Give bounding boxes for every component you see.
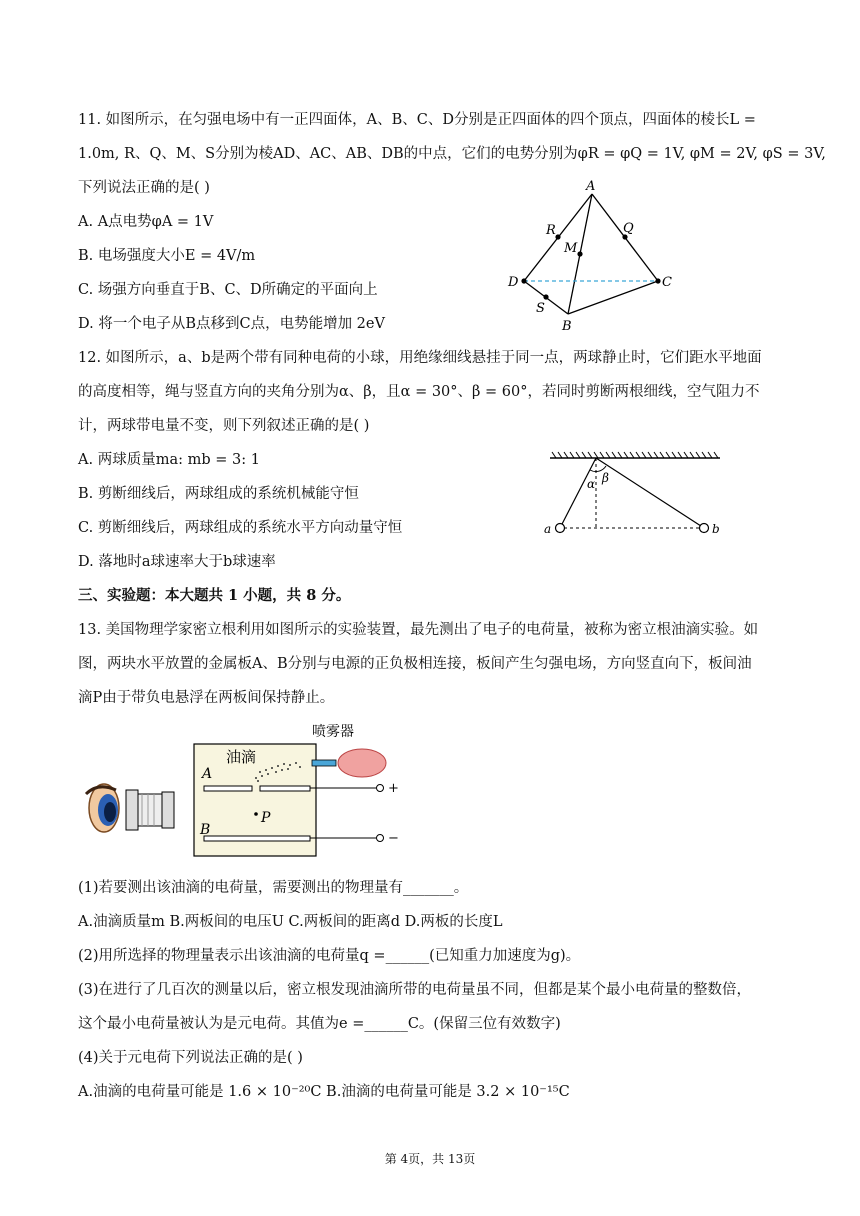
label-P: P <box>261 810 271 826</box>
q13-line2: 图，两块水平放置的金属板A、B分别与电源的正负极相连接，板间产生匀强电场，方向竖直向下，板间油 <box>78 656 752 672</box>
label-M: M <box>564 241 578 256</box>
label-plate-B: B <box>200 822 211 838</box>
label-R: R <box>546 223 556 238</box>
q13-line1: 13. 美国物理学家密立根利用如图所示的实验装置，最先测出了电子的电荷量，被称为密立根油滴实验。如 <box>78 622 759 638</box>
q12-option-a: A. 两球质量ma: mb = 3: 1 <box>78 452 260 468</box>
label-alpha: α <box>587 477 596 491</box>
label-plate-A: A <box>202 766 213 782</box>
q12-line2: 的高度相等，绳与竖直方向的夹角分别为α、β，且α = 30°、β = 60°，若同时剪断两根细线，空气阻力不 <box>78 384 760 400</box>
label-beta: β <box>602 471 609 485</box>
section3-heading: 三、实验题：本大题共 1 小题，共 8 分。 <box>78 587 351 604</box>
q13-sub1-options: A.油滴质量m B.两板间的电压U C.两板间的距离d D.两板的长度L <box>78 914 503 930</box>
q12-line1: 12. 如图所示，a、b是两个带有同种电荷的小球，用绝缘细线悬挂于同一点，两球静止时，它们距水平地面 <box>78 350 762 366</box>
label-C: C <box>662 275 672 290</box>
q12-line3: 计，两球带电量不变，则下列叙述正确的是( ) <box>78 418 370 434</box>
q13-sub3-line2: 这个最小电荷量被认为是元电荷。其值为e =______C。(保留三位有效数字) <box>78 1016 561 1032</box>
q12-option-d: D. 落地时a球速率大于b球速率 <box>78 554 276 570</box>
q11-line3: 下列说法正确的是( ) <box>78 180 210 196</box>
label-S: S <box>536 301 545 316</box>
q13-line3: 滴P由于带负电悬浮在两板间保持静止。 <box>78 690 335 706</box>
q13-sub1: (1)若要测出该油滴的电荷量，需要测出的物理量有_______。 <box>78 880 469 896</box>
millikan-figure <box>76 720 416 860</box>
label-B: B <box>562 319 572 334</box>
label-plus: + <box>388 781 399 796</box>
q11-option-d: D. 将一个电子从B点移到C点，电势能增加 2eV <box>78 316 385 332</box>
label-oil: 油滴 <box>226 748 257 766</box>
q11-line1: 11. 如图所示，在匀强电场中有一正四面体，A、B、C、D分别是正四面体的四个顶点，四面体的棱长L = <box>78 112 756 128</box>
label-D: D <box>508 275 519 290</box>
label-a: a <box>544 522 552 536</box>
tetrahedron-figure <box>500 176 690 338</box>
eye-icon <box>86 784 119 832</box>
label-sprayer: 喷雾器 <box>312 724 354 740</box>
label-Q: Q <box>623 221 634 236</box>
q12-option-c: C. 剪断细线后，两球组成的系统水平方向动量守恒 <box>78 520 403 536</box>
q13-sub4-options: A.油滴的电荷量可能是 1.6 × 10⁻²⁰C B.油滴的电荷量可能是 3.2 × 10⁻¹⁵C <box>78 1084 570 1100</box>
label-b: b <box>712 522 720 536</box>
q12-option-b: B. 剪断细线后，两球组成的系统机械能守恒 <box>78 486 359 502</box>
q11-option-c: C. 场强方向垂直于B、C、D所确定的平面向上 <box>78 282 378 298</box>
label-A: A <box>586 179 596 194</box>
label-minus: − <box>388 831 399 846</box>
page-footer: 第 4页，共 13页 <box>384 1152 476 1166</box>
q13-sub4: (4)关于元电荷下列说法正确的是( ) <box>78 1050 303 1066</box>
q13-sub2: (2)用所选择的物理量表示出该油滴的电荷量q =______(已知重力加速度为g)。 <box>78 948 581 964</box>
pendulum-figure <box>540 448 730 544</box>
q11-option-b: B. 电场强度大小E = 4V/m <box>78 248 256 264</box>
q11-line2: 1.0m, R、Q、M、S分别为棱AD、AC、AB、DB的中点，它们的电势分别为φR = φQ = 1V, φM = 2V, φS = 3V, <box>78 146 826 162</box>
q13-sub3-line1: (3)在进行了几百次的测量以后，密立根发现油滴所带的电荷量虽不同，但都是某个最小电荷量的整数倍， <box>78 982 752 998</box>
q11-option-a: A. A点电势φA = 1V <box>78 214 214 230</box>
